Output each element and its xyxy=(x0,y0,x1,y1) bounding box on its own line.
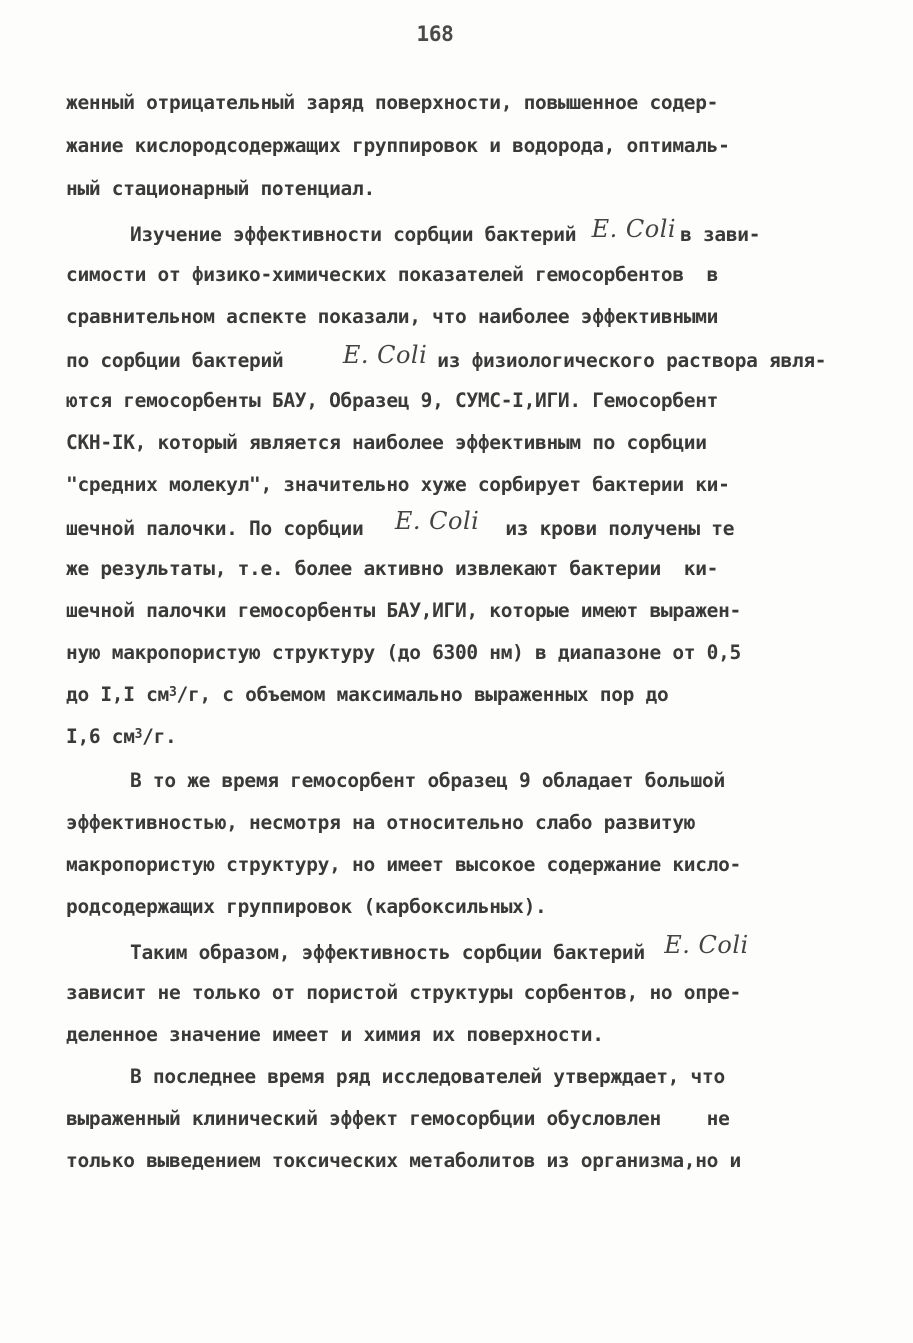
text-line: "средних молекул", значительно хуже сорбирует бактерии ки- xyxy=(66,473,730,496)
text-line: жание кислородсодержащих группировок и водорода, оптималь- xyxy=(66,134,730,157)
text-line: сравнительном аспекте показали, что наиболее эффективными xyxy=(66,305,719,328)
handwritten-ecoli: E. Coli xyxy=(394,507,480,535)
text-line: родсодержащих группировок (карбоксильных). xyxy=(66,895,547,918)
text-line xyxy=(66,341,827,372)
text-line: деленное значение имеет и химия их поверхности. xyxy=(66,1023,604,1046)
text-line: зависит не только от пористой структуры сорбентов, но опре- xyxy=(66,981,741,1004)
line-text: шечной палочки. По сорбции xyxy=(66,517,375,540)
text-line: В последнее время ряд исследователей утверждает, что xyxy=(130,1065,725,1088)
line-text: по сорбции бактерий xyxy=(66,349,295,372)
superscript: 3 xyxy=(168,685,177,700)
line-text: /г. xyxy=(142,725,177,748)
handwritten-ecoli: E. Coli xyxy=(664,931,749,959)
line-text: из крови получены те xyxy=(505,517,735,540)
page-number: 168 xyxy=(416,22,454,46)
line-text: Таким образом, эффективность сорбции бактерий xyxy=(130,941,657,964)
text-line: же результаты, т.е. более активно извлекают бактерии ки- xyxy=(66,557,719,580)
text-line: В то же время гемосорбент образец 9 обладает большой xyxy=(130,769,725,792)
handwritten-ecoli: E. Coli xyxy=(342,341,428,369)
text-line: ную макропористую структуру (до 6300 нм) в диапазоне от 0,5 xyxy=(66,641,741,664)
line-text: Изучение эффективности сорбции бактерий xyxy=(130,223,588,246)
handwritten-ecoli: E. Coli xyxy=(591,215,677,243)
text-line xyxy=(66,682,668,708)
line-text: до I,I см xyxy=(66,683,169,706)
text-line: макропористую структуру, но имеет высокое содержание кисло- xyxy=(66,853,741,876)
text-line xyxy=(66,507,735,540)
superscript: 3 xyxy=(134,727,143,742)
text-line: ются гемосорбенты БАУ, Образец 9, СУМС-I,ИГИ. Гемосорбент xyxy=(66,389,719,412)
text-line: эффективностью, несмотря на относительно слабо развитую xyxy=(66,811,696,834)
text-line: шечной палочки гемосорбенты БАУ,ИГИ, которые имеют выражен- xyxy=(66,599,741,622)
text-line: выраженный клинический эффект гемосорбции обусловлен не xyxy=(66,1107,730,1130)
text-line: симости от физико-химических показателей гемосорбентов в xyxy=(66,263,719,286)
line-text: из физиологического раствора явля- xyxy=(437,349,827,372)
text-line: только выведением токсических метаболитов из организма,но и xyxy=(66,1149,741,1172)
text-line xyxy=(66,724,177,750)
line-text: I,6 см xyxy=(66,725,135,748)
line-text: /г, с объемом максимально выраженных пор до xyxy=(176,683,669,706)
line-text: в зави- xyxy=(680,223,761,246)
text-line xyxy=(130,931,749,964)
text-line xyxy=(130,215,761,246)
text-line: ный стационарный потенциал. xyxy=(66,177,375,200)
text-line: женный отрицательный заряд поверхности, повышенное содер- xyxy=(66,91,719,114)
text-line: СКН-IК, который является наиболее эффективным по сорбции xyxy=(66,431,707,454)
